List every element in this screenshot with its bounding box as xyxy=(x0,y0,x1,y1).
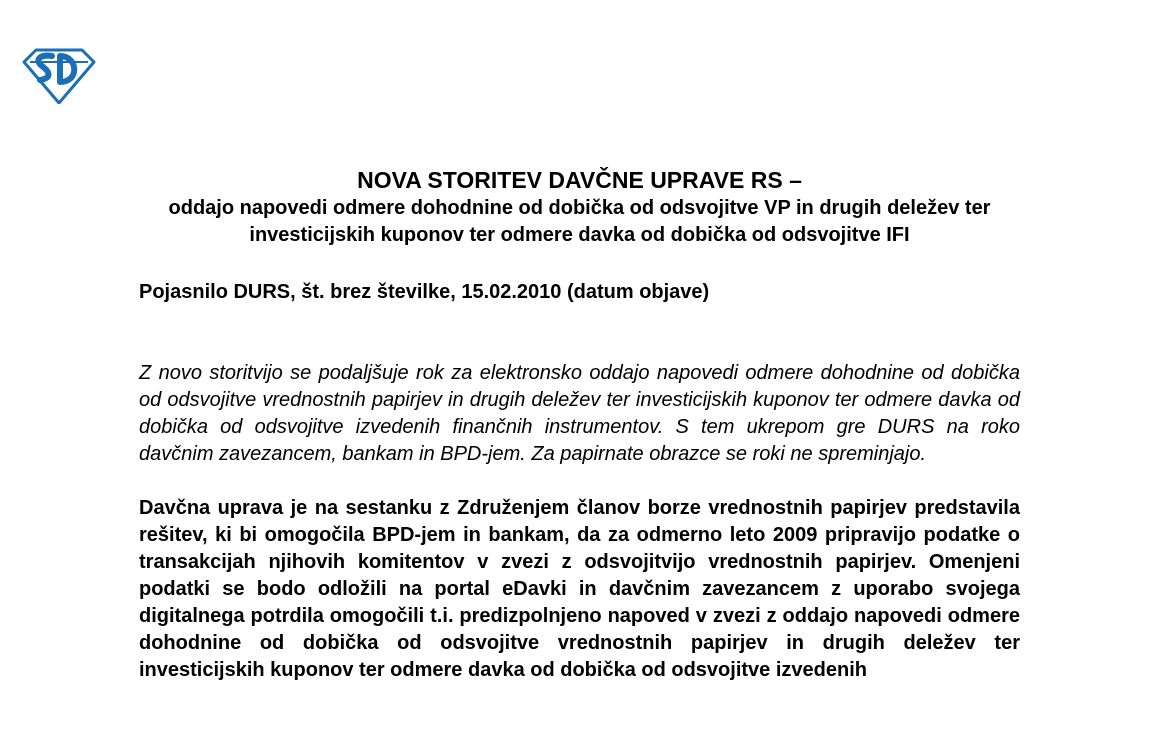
sd-logo xyxy=(22,48,96,104)
page-subtitle: oddajo napovedi odmere dohodnine od dobička od odsvojitve VP in drugih deležev ter investicijskih kuponov ter odmere davka od dobička od odsvojitve IFI xyxy=(168,197,991,246)
page-title: NOVA STORITEV DAVČNE UPRAVE RS – xyxy=(357,167,802,193)
body-paragraph: Davčna uprava je na sestanku z Združenjem članov borze vrednostnih papirjev predstavila rešitev, ki bi omogočila BPD-jem in bankam, da za odmerno leto 2009 pripravijo podatke o transakcijah njihovih komitentov v zvezi z odsvojitvijo vrednostnih papirjev. Omenjeni podatki se bodo odložili na portal eDavki in davčnim zavezancem z uporabo svojega digitalnega potrdila omogočili t.i. predizpolnjeno napoved v zvezi z oddajo napovedi odmere dohodnine od dobička od odsvojitve vrednostnih papirjev in drugih deležev ter investicijskih kuponov ter odmere davka od dobička od odsvojitve izvedenih xyxy=(139,497,1020,681)
reference-line: Pojasnilo DURS, št. brez številke, 15.02.2010 (datum objave) xyxy=(139,281,710,303)
document-body xyxy=(139,165,1020,684)
lead-paragraph: Z novo storitvijo se podaljšuje rok za elektronsko oddajo napovedi odmere dohodnine od dobička od odsvojitve vrednostnih papirjev in drugih deležev ter investicijskih kuponov ter odmere davka od dobička od odsvojitve izvedenih finančnih instrumentov. S tem ukrepom gre DURS na roko davčnim zavezancem, bankam in BPD-jem. Za papirnate obrazce se roki ne spreminjajo. xyxy=(139,362,1020,465)
